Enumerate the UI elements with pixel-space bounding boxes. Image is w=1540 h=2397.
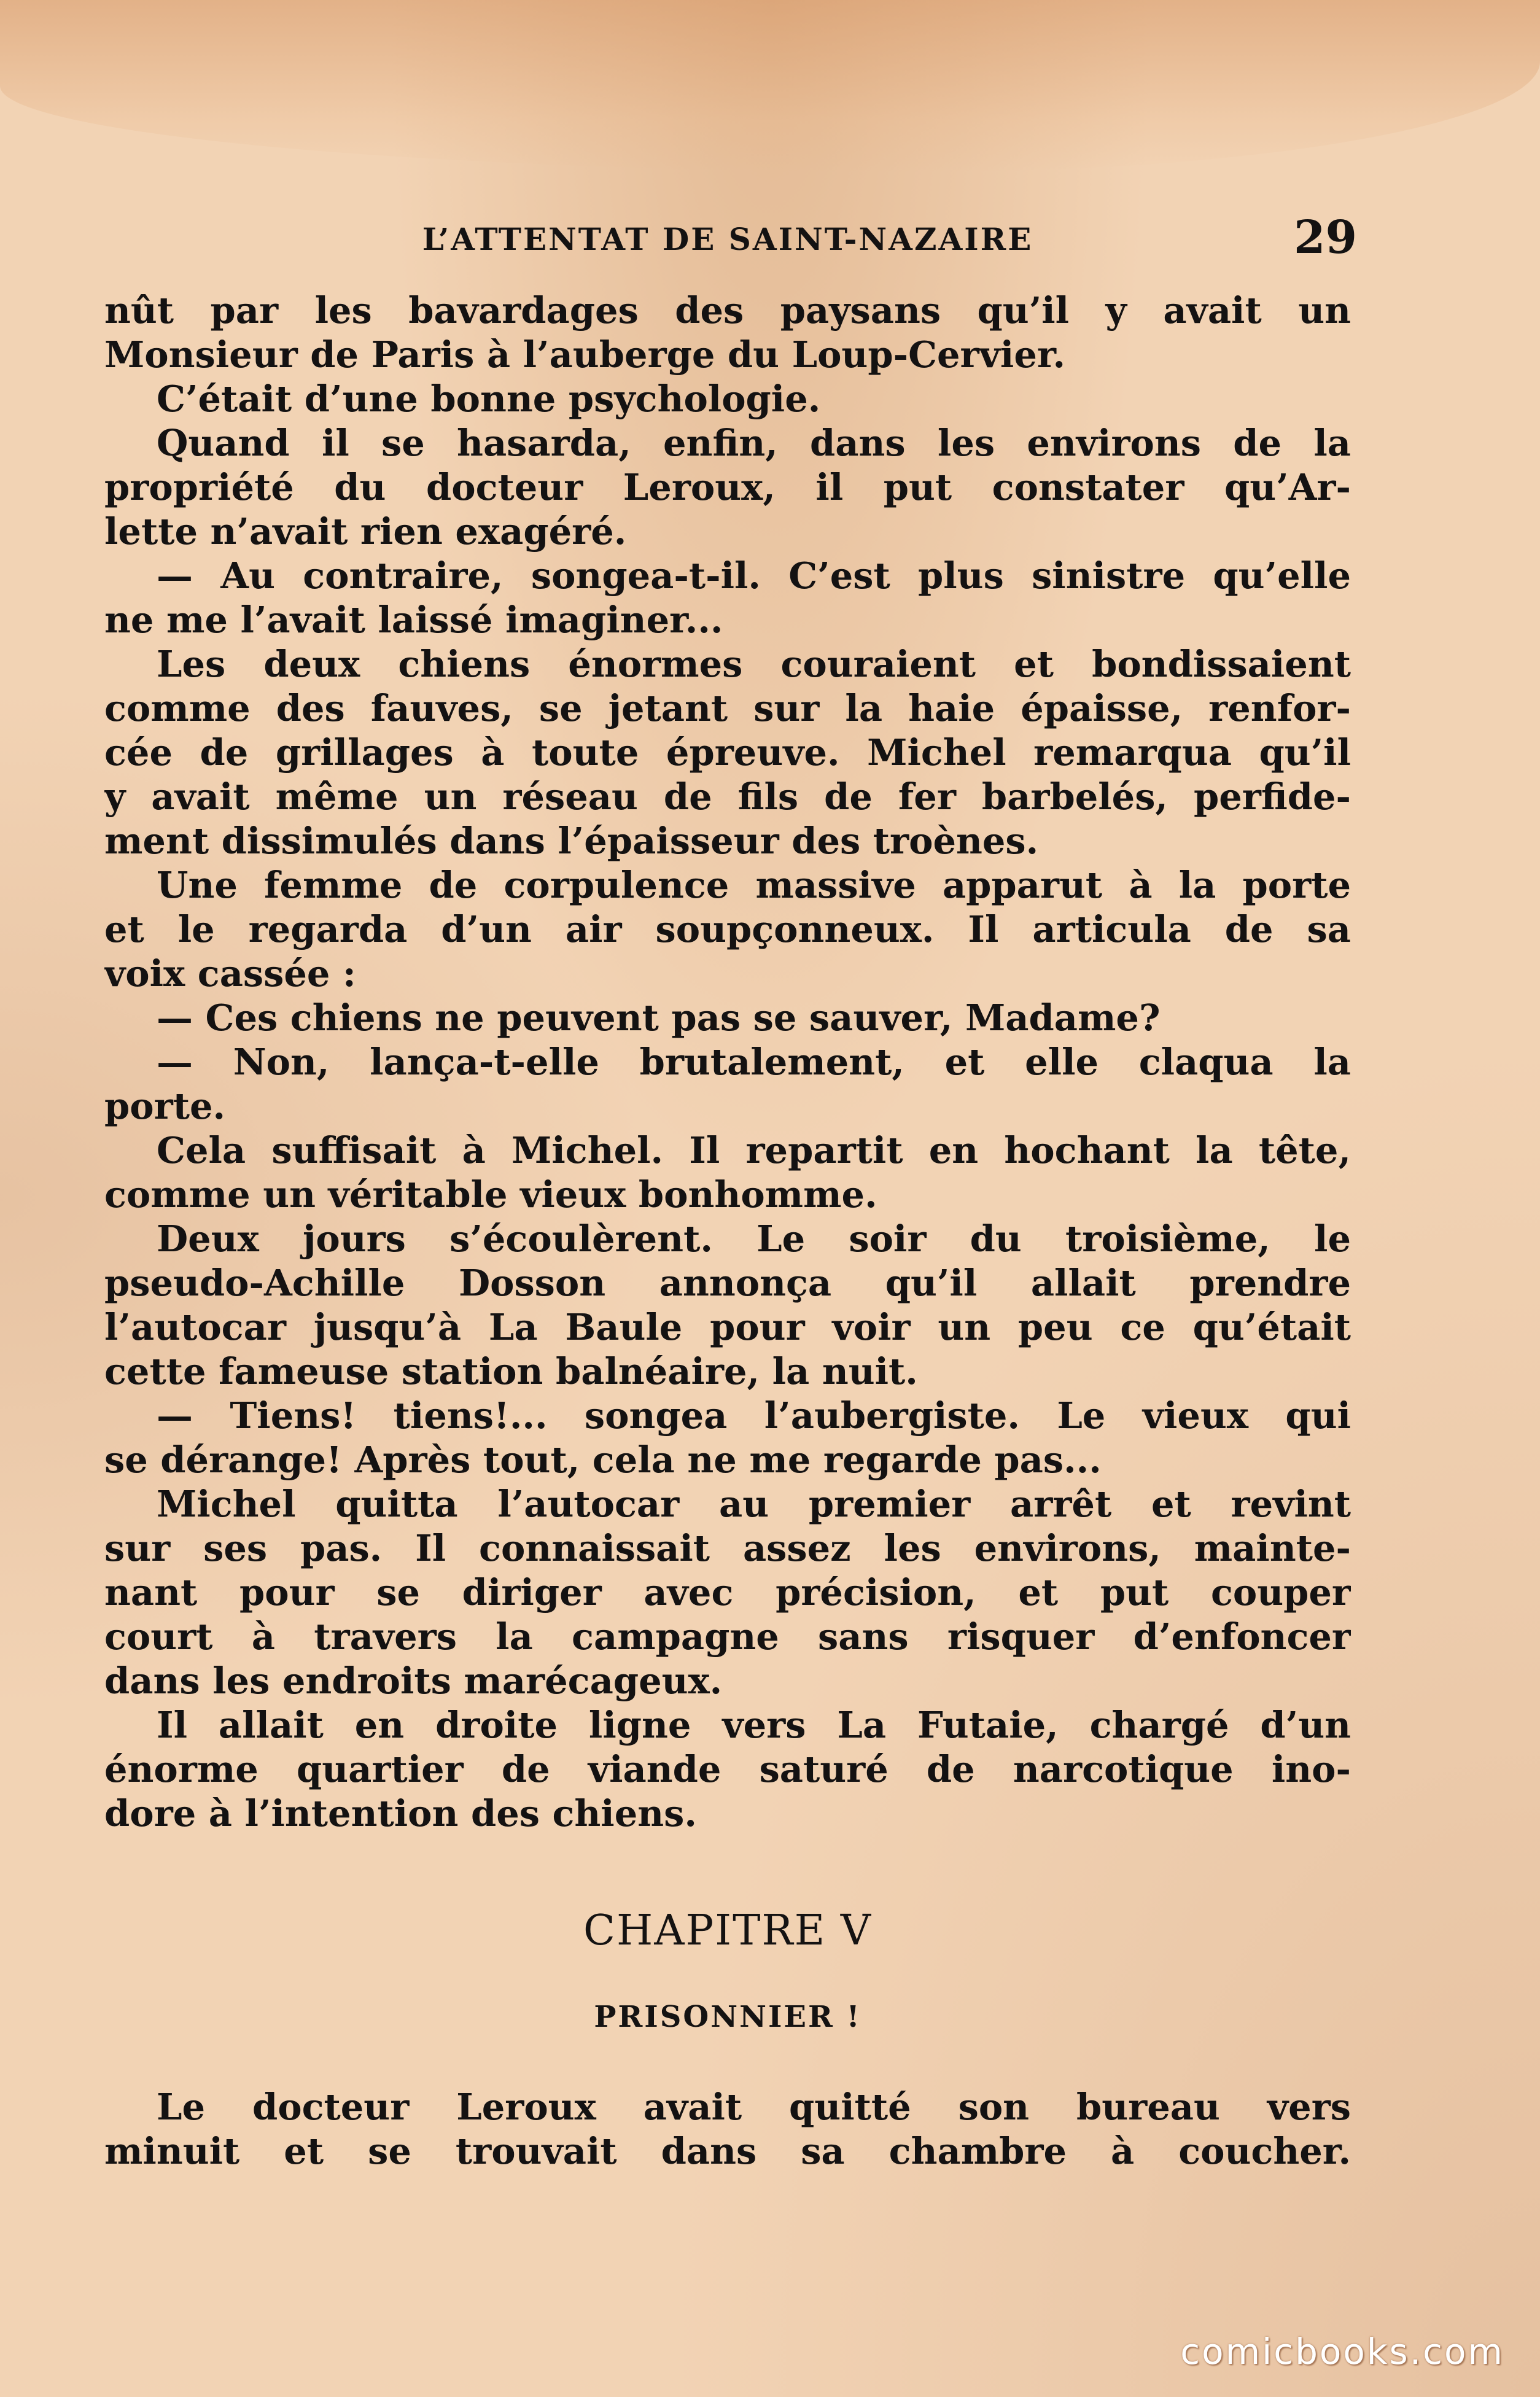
chapter-text [104,2085,1351,2174]
text-line: énorme quartier de viande saturé de narcotique ino- [104,1748,1351,1790]
text-line: — Ces chiens ne peuvent pas se sauver, Madame? [157,996,1161,1039]
text-line: Quand il se hasarda, enfin, dans les environs de la [157,422,1351,464]
text-line: Michel quitta l’autocar au premier arrêt et revint [157,1483,1351,1525]
text-line: Deux jours s’écoulèrent. Le soir du troisième, le [157,1218,1351,1260]
text-line: nût par les bavardages des paysans qu’il y avait un [104,289,1351,332]
text-line: minuit et se trouvait dans sa chambre à coucher. [104,2130,1351,2172]
text-line: cée de grillages à toute épreuve. Michel remarqua qu’il [104,731,1351,774]
text-line: Cela suffisait à Michel. Il repartit en hochant la tête, [157,1129,1351,1171]
text-line: ment dissimulés dans l’épaisseur des troènes. [104,820,1039,862]
text-line: propriété du docteur Leroux, il put constater qu’Ar- [104,466,1351,508]
text-line: lette n’avait rien exagéré. [104,510,627,553]
text-line: sur ses pas. Il connaissait assez les environs, mainte- [104,1527,1351,1569]
text-line: l’autocar jusqu’à La Baule pour voir un peu ce qu’était [104,1306,1351,1348]
text-line: Monsieur de Paris à l’auberge du Loup-Cervier. [104,333,1066,376]
page-header [104,211,1357,264]
text-line: — Au contraire, songea-t-il. C’est plus sinistre qu’elle [157,554,1351,597]
text-line: comme des fauves, se jetant sur la haie épaisse, renfor- [104,687,1351,729]
text-line: comme un véritable vieux bonhomme. [104,1173,877,1216]
paper-stain [0,0,1540,172]
text-line: voix cassée : [104,952,356,995]
chapter-subtitle: PRISONNIER ! [594,2000,861,2034]
text-line: C’était d’une bonne psychologie. [157,378,821,420]
text-line: — Non, lança-t-elle brutalement, et elle claqua la [157,1041,1351,1083]
text-line: pseudo-Achille Dosson annonça qu’il allait prendre [104,1262,1351,1304]
text-line: y avait même un réseau de fils de fer barbelés, perfide- [104,775,1351,818]
text-line: dans les endroits marécageux. [104,1660,723,1702]
text-line: Les deux chiens énormes couraient et bondissaient [157,643,1351,685]
text-line: Une femme de corpulence massive apparut à la porte [157,864,1351,906]
text-line: et le regarda d’un air soupçonneux. Il articula de sa [104,908,1351,950]
page-number: 29 [1294,211,1357,264]
text-line: court à travers la campagne sans risquer d’enfoncer [104,1615,1351,1658]
text-line: cette fameuse station balnéaire, la nuit. [104,1350,918,1393]
watermark: comicbooks.com [1180,2331,1504,2372]
text-line: nant pour se diriger avec précision, et put couper [104,1571,1351,1614]
body-text [104,289,1351,1836]
chapter-title: CHAPITRE V [583,1906,872,1955]
text-line: — Tiens! tiens!... songea l’aubergiste. Le vieux qui [157,1394,1351,1437]
text-line: Le docteur Leroux avait quitté son bureau vers [157,2086,1351,2128]
text-line: dore à l’intention des chiens. [104,1792,697,1835]
text-line: ne me l’avait laissé imaginer... [104,599,723,641]
text-line: se dérange! Après tout, cela ne me regarde pas... [104,1439,1102,1481]
text-line: porte. [104,1085,226,1127]
running-title: L’ATTENTAT DE SAINT-NAZAIRE [422,221,1033,257]
text-line: Il allait en droite ligne vers La Futaie, chargé d’un [157,1704,1351,1746]
